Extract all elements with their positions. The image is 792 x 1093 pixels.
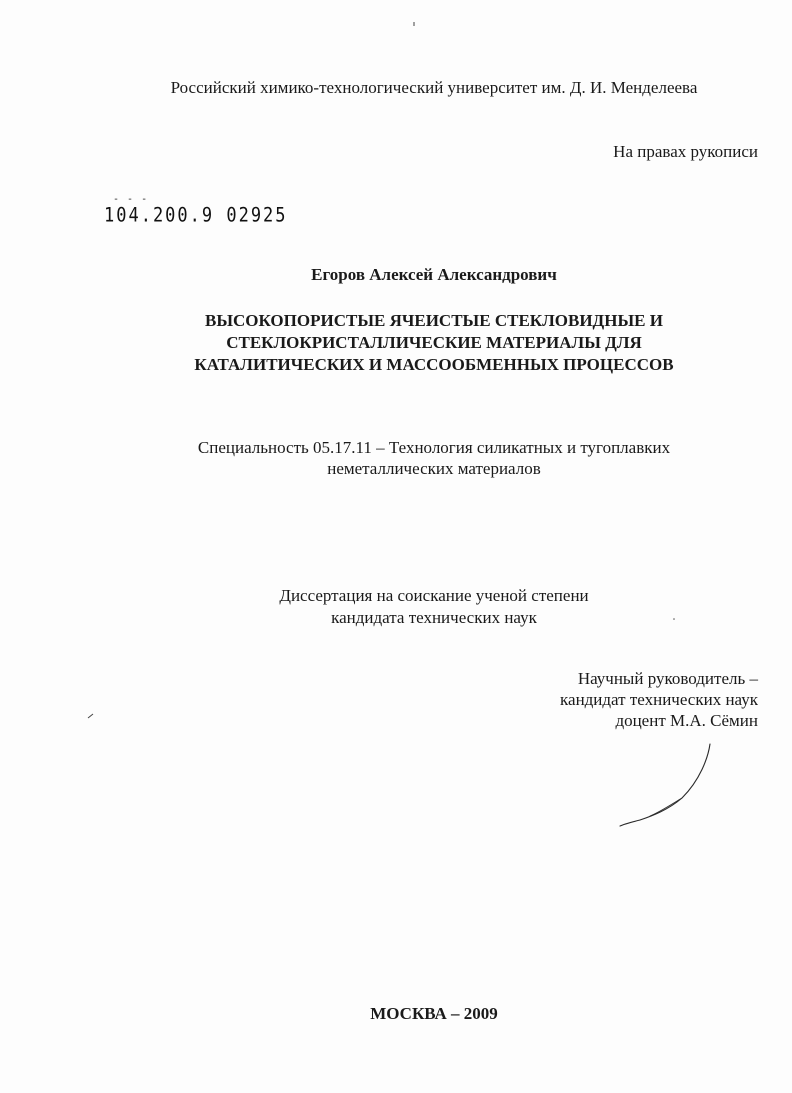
specialty-block: [0, 437, 792, 479]
specialty-line: неметаллических материалов: [327, 459, 541, 478]
title-line: КАТАЛИТИЧЕСКИХ И МАССООБМЕННЫХ ПРОЦЕССОВ: [194, 355, 674, 374]
title-line: ВЫСОКОПОРИСТЫЕ ЯЧЕИСТЫЕ СТЕКЛОВИДНЫЕ И: [205, 311, 663, 330]
stamp-marks: - - -: [113, 194, 149, 205]
manuscript-rights-note: На правах рукописи: [613, 142, 758, 161]
university-name: Российский химико-технологический университет им. Д. И. Менделеева: [170, 78, 698, 97]
author-name: Егоров Алексей Александрович: [311, 265, 557, 284]
degree-block: [0, 585, 792, 629]
dissertation-title: [0, 310, 792, 376]
supervisor-block: [560, 668, 758, 731]
degree-line: Диссертация на соискание ученой степени: [279, 586, 589, 605]
city-year: МОСКВА – 2009: [370, 1004, 498, 1023]
title-line: СТЕКЛОКРИСТАЛЛИЧЕСКИЕ МАТЕРИАЛЫ ДЛЯ: [226, 333, 642, 352]
registration-stamp: 104.200.9 02925: [104, 204, 288, 227]
handwritten-signature: [612, 740, 722, 830]
supervisor-line: доцент М.А. Сёмин: [615, 711, 758, 730]
supervisor-line: кандидат технических наук: [560, 690, 758, 709]
degree-line: кандидата технических наук: [331, 608, 537, 627]
supervisor-line: Научный руководитель –: [577, 669, 758, 688]
specialty-line: Специальность 05.17.11 – Технология силикатных и тугоплавких: [197, 438, 671, 457]
